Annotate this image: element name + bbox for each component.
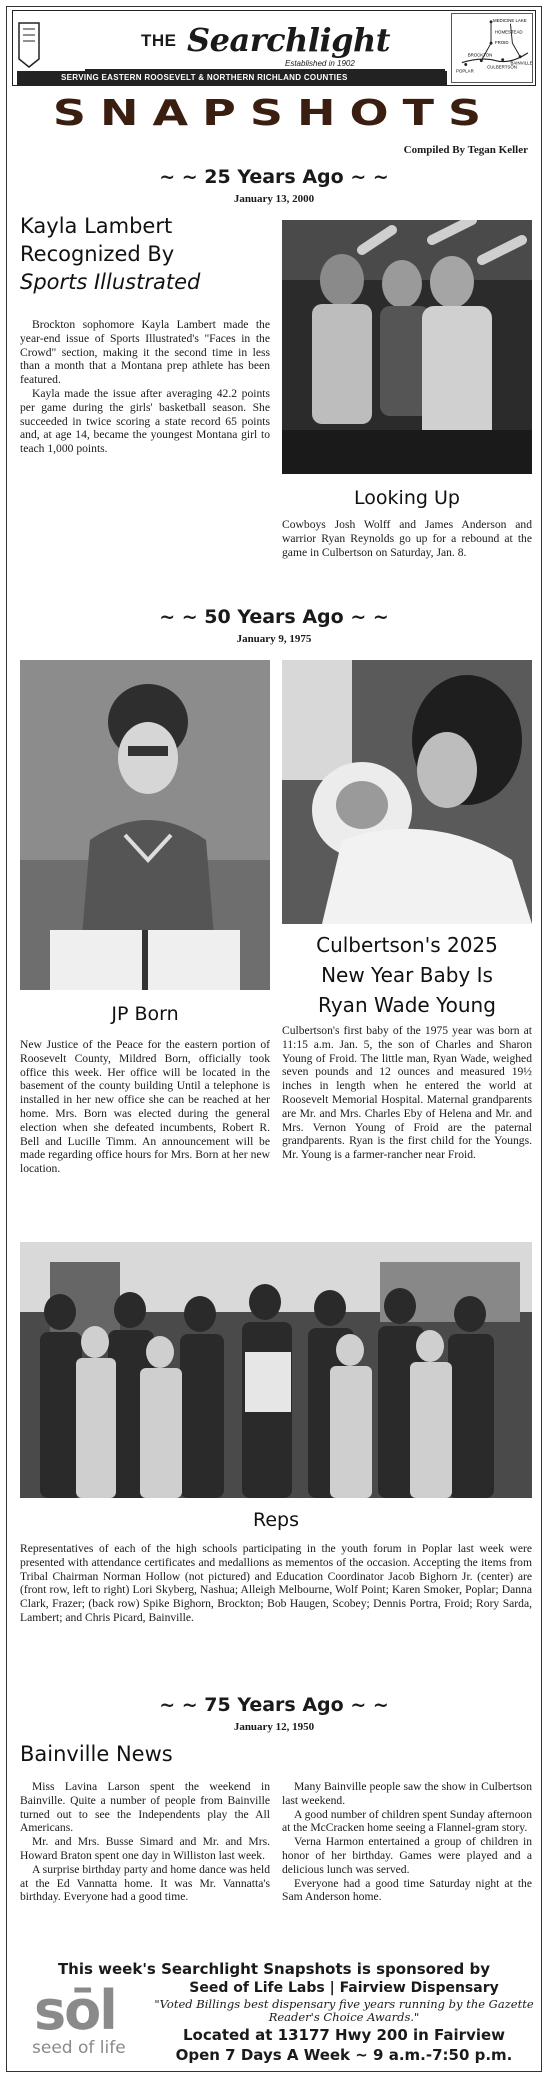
sponsor-line-5: Open 7 Days A Week ~ 9 a.m.-7:50 p.m. <box>175 2046 513 2064</box>
masthead-title <box>45 15 443 79</box>
reps-text: Representatives of each of the high schools participating in the youth forum in Poplar last week were presented with attendance certificates and medallions as mementos of the occasion. Accepting the items from Tribal Chairman Norman Hollow (not pictured) and Education Coordinator Jacob Bighorn Jr. (center) are (front row, left to right) Lori Skyberg, Nashua; Alleigh Melbourne, Wolf Point; Karen Smoker, Poplar; Danna Clark, Frazer; (back row) Spike Bighorn, Brockton; Bob Haugen, Scobey; Dennis Portra, Froid; Rory Sarda, Lambert; and Chris Picard, Bainville. <box>20 1542 532 1624</box>
bainville-head: Bainville News <box>20 1742 173 1766</box>
sol-logo <box>30 1979 140 2066</box>
era-75-date: January 12, 1950 <box>233 1721 315 1733</box>
kayla-story <box>20 318 270 456</box>
masthead-serving: SERVING EASTERN ROOSEVELT & NORTHERN RICHLAND COUNTIES <box>17 71 447 85</box>
era-75-heading: ~ ~ 75 Years Ago ~ ~ <box>159 1694 389 1716</box>
map-label: FROID <box>494 40 509 46</box>
sponsor-block <box>14 1960 534 2068</box>
looking-up-caption: Cowboys Josh Wolff and James Anderson and warrior Ryan Reynolds go up for a rebound at the game in Culbertson on Saturday, Jan. 8. <box>282 518 532 559</box>
kayla-headline <box>20 212 270 296</box>
jp-born-photo <box>20 660 270 990</box>
reps-photo <box>20 1242 532 1498</box>
map-label: HOMESTEAD <box>494 29 523 35</box>
jp-born-text: New Justice of the Peace for the eastern portion of Roosevelt County, Mildred Born, officially took office this week. Her office will be located in the basement of the county building Until a telephone is installed in her new office she can be reached at her home. Mrs. Born was elected during the general election when she defeated incumbents, Robert R. Bell and Lucille Timm. An announcement will be made regarding office hours for Mrs. Born at her new location. <box>20 1038 270 1176</box>
kayla-headline-line: Recognized By <box>20 242 175 266</box>
woman-portrait-image <box>20 660 270 990</box>
era-25-date: January 13, 2000 <box>233 193 315 205</box>
kayla-headline-line: Kayla Lambert <box>20 214 173 238</box>
bainville-paragraph: Everyone had a good time Saturday night at the Sam Anderson home. <box>282 1876 532 1904</box>
kayla-paragraph: Kayla made the issue after averaging 42.2 points per game during the girls' basketball season. She succeeded in twice scoring a state record 65 points and, at age 14, became the youngest Montana girl to teach 1,000 points. <box>20 386 270 456</box>
jp-born-head: JP Born <box>111 1003 179 1025</box>
reps-head: Reps <box>253 1509 299 1531</box>
baby-text: Culbertson's first baby of the 1975 year was born at 11:15 a.m. Jan. 5, the son of Charles and Sharon Young of Froid. The little man, Ryan Wade, weighed seven pounds and 12 ounces and measured 19½ inches in length when he entered the world at Roosevelt Memorial Hospital. Maternal grandparents are Mr. and Mrs. Charles Eby of Helena and Mr. and Mrs. Vernon Young of Froid are the paternal grandparents. Ryan is the first child for the Youngs. Mr. Young is a farmer-rancher near Froid. <box>282 1024 532 1162</box>
bainville-paragraph: Verna Harmon entertained a group of children in honor of her birthday. Games were played and a delicious lunch was served. <box>282 1835 532 1876</box>
masthead-the: THE <box>141 31 177 50</box>
looking-up-head: Looking Up <box>354 487 460 509</box>
map-icon <box>452 14 532 82</box>
section-title: SNAPSHOTS <box>52 91 496 134</box>
baby-headline-line: Ryan Wade Young <box>318 993 496 1017</box>
bainville-paragraph: Miss Lavina Larson spent the weekend in Bainville. Quite a number of people from Bainville turned out to see the Independents play the All Americans. <box>20 1780 270 1835</box>
bainville-paragraph: Many Bainville people saw the show in Culbertson last weekend. <box>282 1780 532 1807</box>
basketball-image <box>282 220 532 474</box>
baby-headline <box>282 930 532 1020</box>
sponsor-line-2: Seed of Life Labs | Fairview Dispensary <box>189 1980 499 1996</box>
baby-photo <box>282 660 532 924</box>
masthead-name: Searchlight <box>187 21 391 59</box>
basketball-photo <box>282 220 532 474</box>
bainville-col-2 <box>282 1780 532 1904</box>
baby-headline-line: Culbertson's 2025 <box>316 933 498 957</box>
kayla-headline-line: Sports Illustrated <box>20 270 201 294</box>
pen-icon <box>15 19 43 69</box>
map-label: POPLAR <box>456 68 474 74</box>
map-label: MEDICINE LAKE <box>492 17 527 23</box>
baby-headline-line: New Year Baby Is <box>321 963 493 987</box>
bainville-paragraph: A surprise birthday party and home dance was held at the Ed Vannatta home. It was Mr. Vannatta's birthday. Everyone had a good time. <box>20 1862 270 1904</box>
masthead <box>12 10 536 86</box>
sponsor-line-1: This week's Searchlight Snapshots is sponsored by <box>57 1960 491 1978</box>
era-25-heading: ~ ~ 25 Years Ago ~ ~ <box>159 166 389 188</box>
bainville-col-1 <box>20 1780 270 1904</box>
era-50-heading: ~ ~ 50 Years Ago ~ ~ <box>159 606 389 628</box>
sol-logo-sub: seed of life <box>32 2038 126 2058</box>
bainville-paragraph: A good number of children spent Sunday afternoon at the McCracken home seeing a Flannel-gram story. <box>282 1807 532 1835</box>
map-label: BAINVILLE <box>510 60 532 66</box>
kayla-paragraph: Brockton sophomore Kayla Lambert made the year-end issue of Sports Illustrated's "Faces in the Crowd" section, making it the second time in less than a month that a Montana prep athlete has been featured. <box>20 318 270 387</box>
area-map <box>451 13 533 83</box>
sponsor-line-3: "Voted Billings best dispensary five years running by the Gazette Reader's Choice Awards." <box>154 1997 534 2024</box>
compiled-by: Compiled By Tegan Keller <box>403 144 528 156</box>
sponsor-line-4: Located at 13177 Hwy 200 in Fairview <box>182 2026 506 2044</box>
bainville-paragraph: Mr. and Mrs. Busse Simard and Mr. and Mrs. Howard Braton spent one day in Williston last week. <box>20 1835 270 1862</box>
map-label: BROCKTON <box>467 52 493 58</box>
map-label: CULBERTSON <box>487 64 517 70</box>
sol-logo-word: sōl <box>34 1979 116 2042</box>
group-photo-image <box>20 1242 532 1498</box>
mother-baby-image <box>282 660 532 924</box>
masthead-established: Established in 1902 <box>285 59 355 68</box>
era-50-date: January 9, 1975 <box>236 633 312 645</box>
